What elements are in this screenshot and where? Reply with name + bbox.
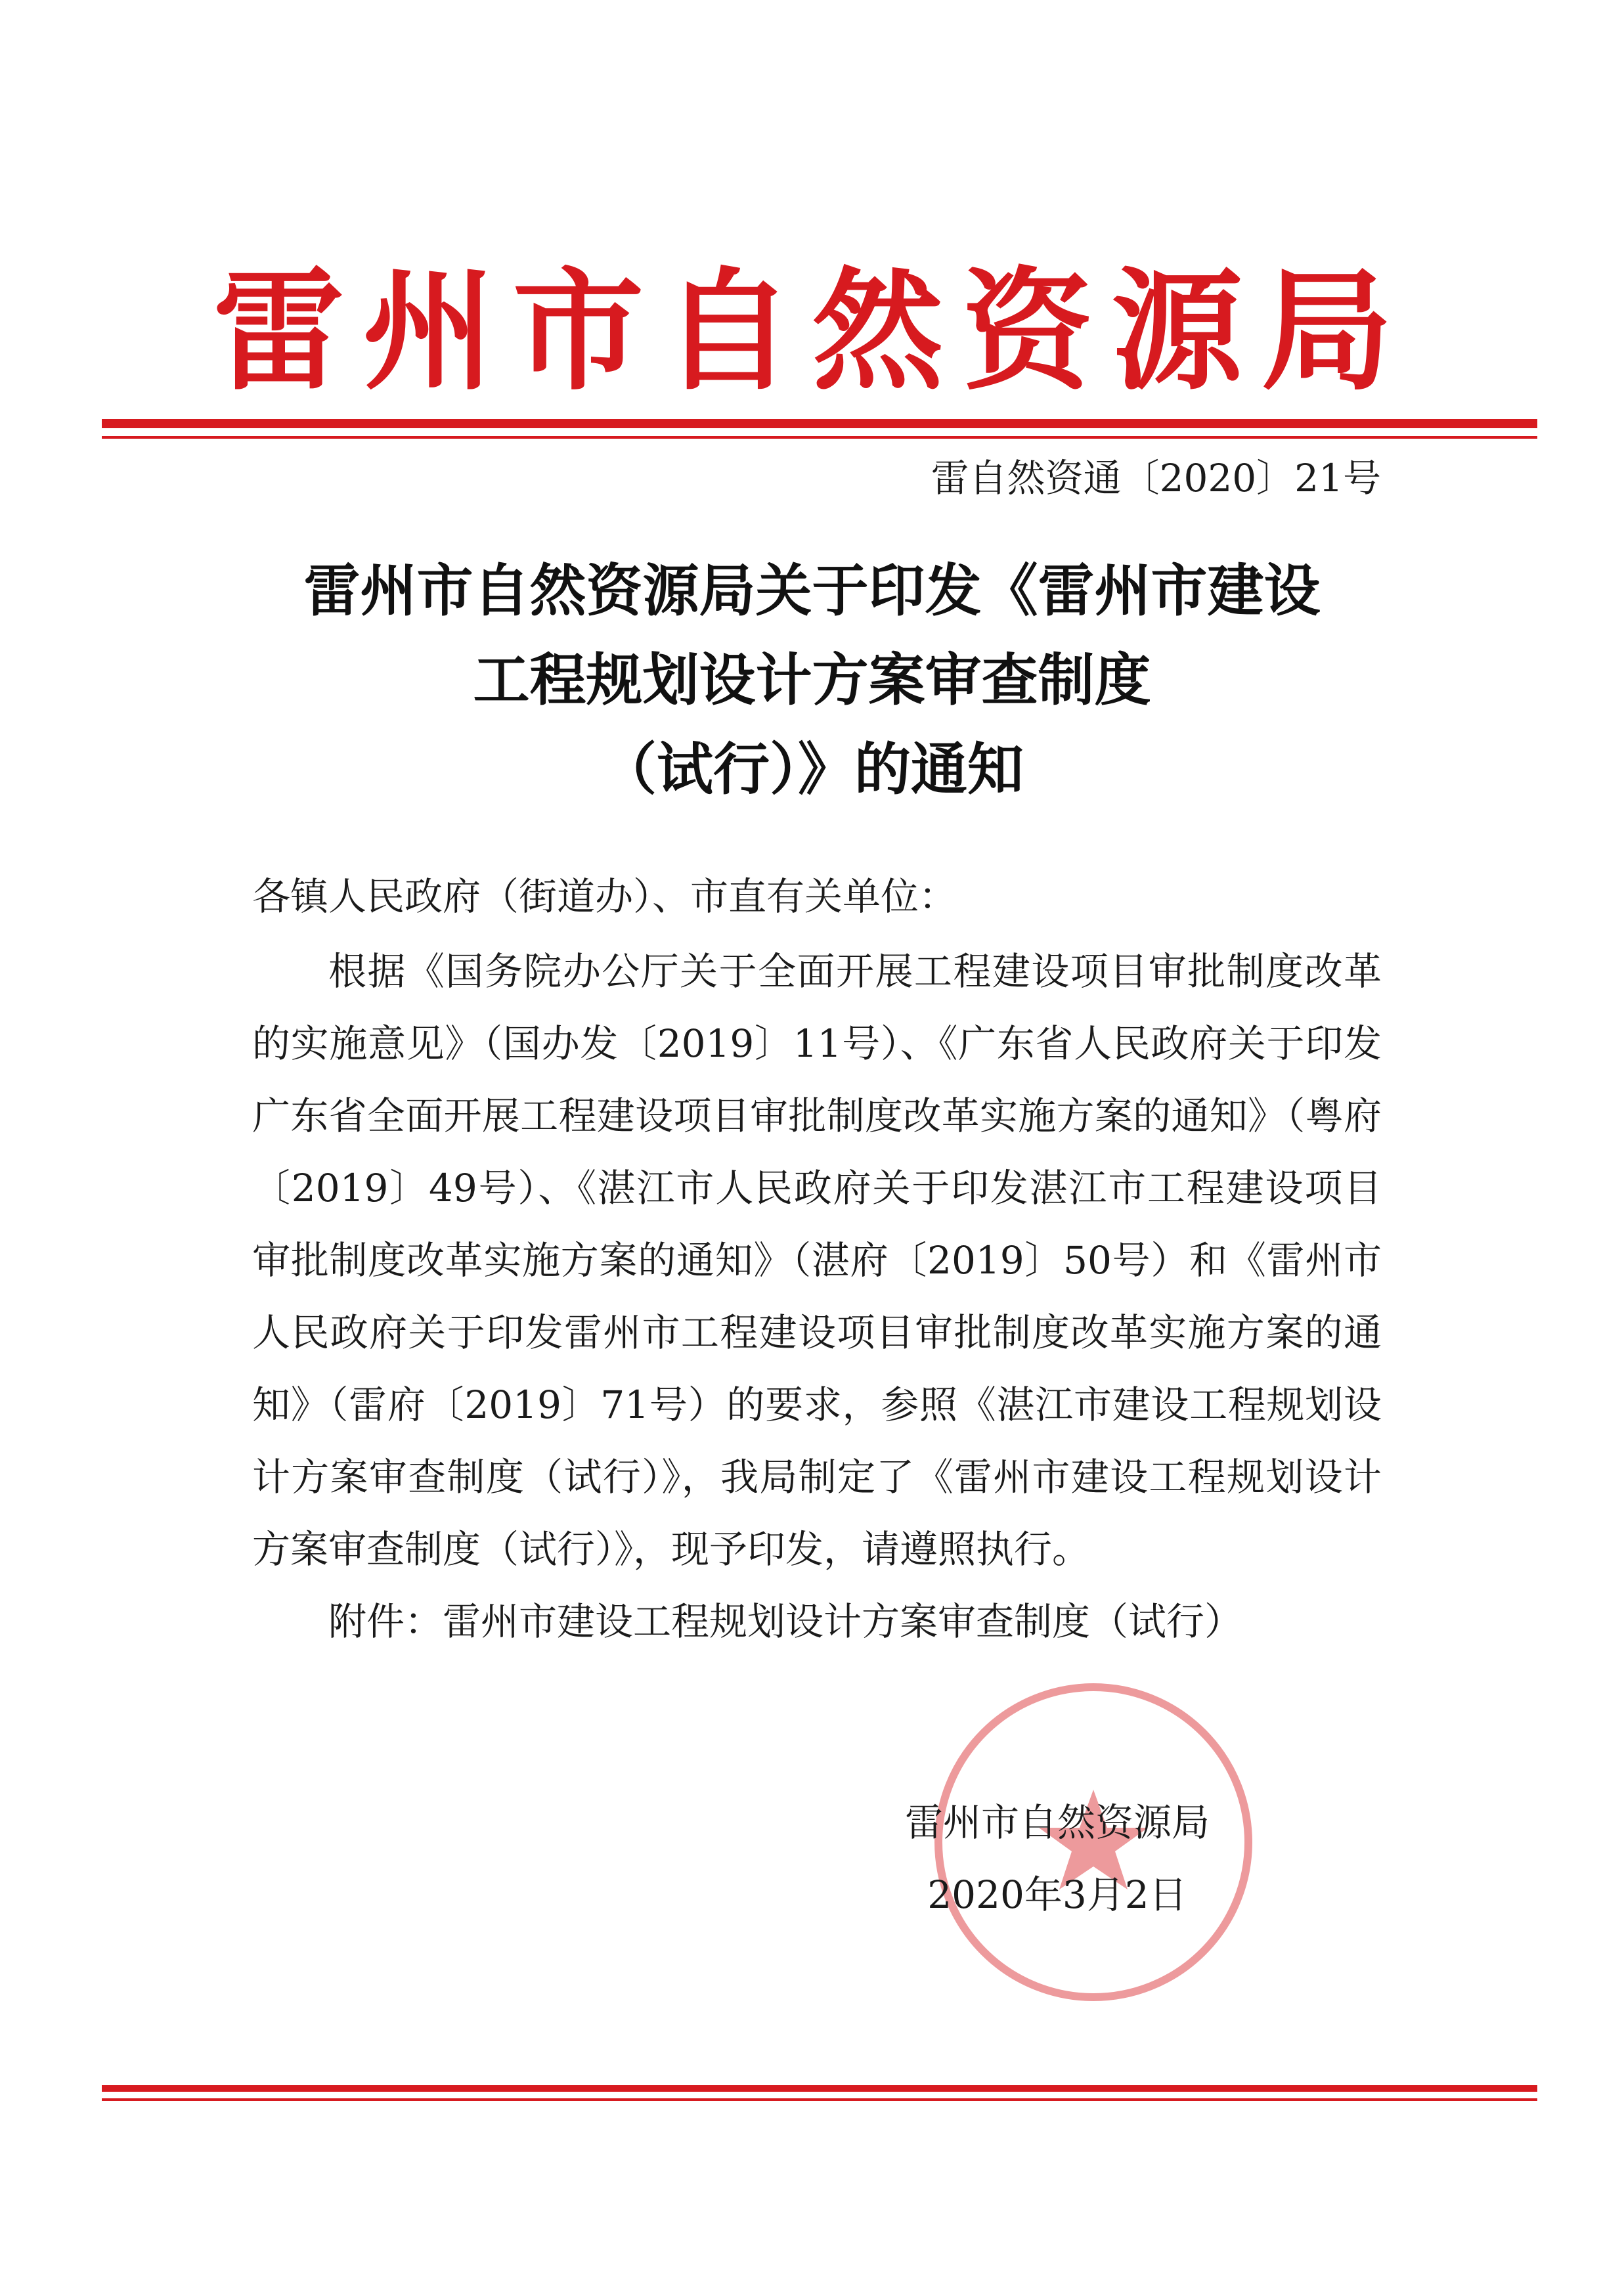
main-paragraph: 根据《国务院办公厅关于全面开展工程建设项目审批制度改革的实施意见》（国办发〔2019〕11号）、《广东省人民政府关于印发广东省全面开展工程建设项目审批制度改革实施方案的通知》（粤府〔2019〕49号）、《湛江市人民政府关于印发湛江市工程建设项目审批制度改革实施方案的通知》（湛府〔2019〕50号）和《雷州市人民政府关于印发雷州市工程建设项目审批制度改革实施方案的通知》（雷府〔2019〕71号）的要求，参照《湛江市建设工程规划设计方案审查制度（试行）》，我局制定了《雷州市建设工程规划设计方案审查制度（试行）》，现予印发，请遵照执行。 <box>252 949 1382 1572</box>
signature-organization: 雷州市自然资源局 <box>904 1800 1210 1845</box>
header-red-rule-thick <box>102 419 1537 428</box>
salutation: 各镇人民政府（街道办）、市直有关单位： <box>252 874 957 919</box>
masthead-title: 雷州市自然资源局 <box>213 254 1411 408</box>
attachment-line: 附件：雷州市建设工程规划设计方案审查制度（试行） <box>328 1599 1243 1644</box>
document-body <box>252 860 1382 1658</box>
signature-date: 2020年3月2日 <box>927 1872 1187 1917</box>
document-number: 雷自然资通〔2020〕21号 <box>931 456 1381 500</box>
document-title <box>131 546 1493 814</box>
title-line-3: （试行）》的通知 <box>600 736 1024 803</box>
footer-red-rule-thick <box>102 2085 1537 2092</box>
title-line-1: 雷州市自然资源局关于印发《雷州市建设 <box>303 558 1321 624</box>
title-line-2: 工程规划设计方案审查制度 <box>473 647 1151 713</box>
header-red-rule-thin <box>102 436 1537 439</box>
footer-red-rule-thin <box>102 2098 1537 2101</box>
